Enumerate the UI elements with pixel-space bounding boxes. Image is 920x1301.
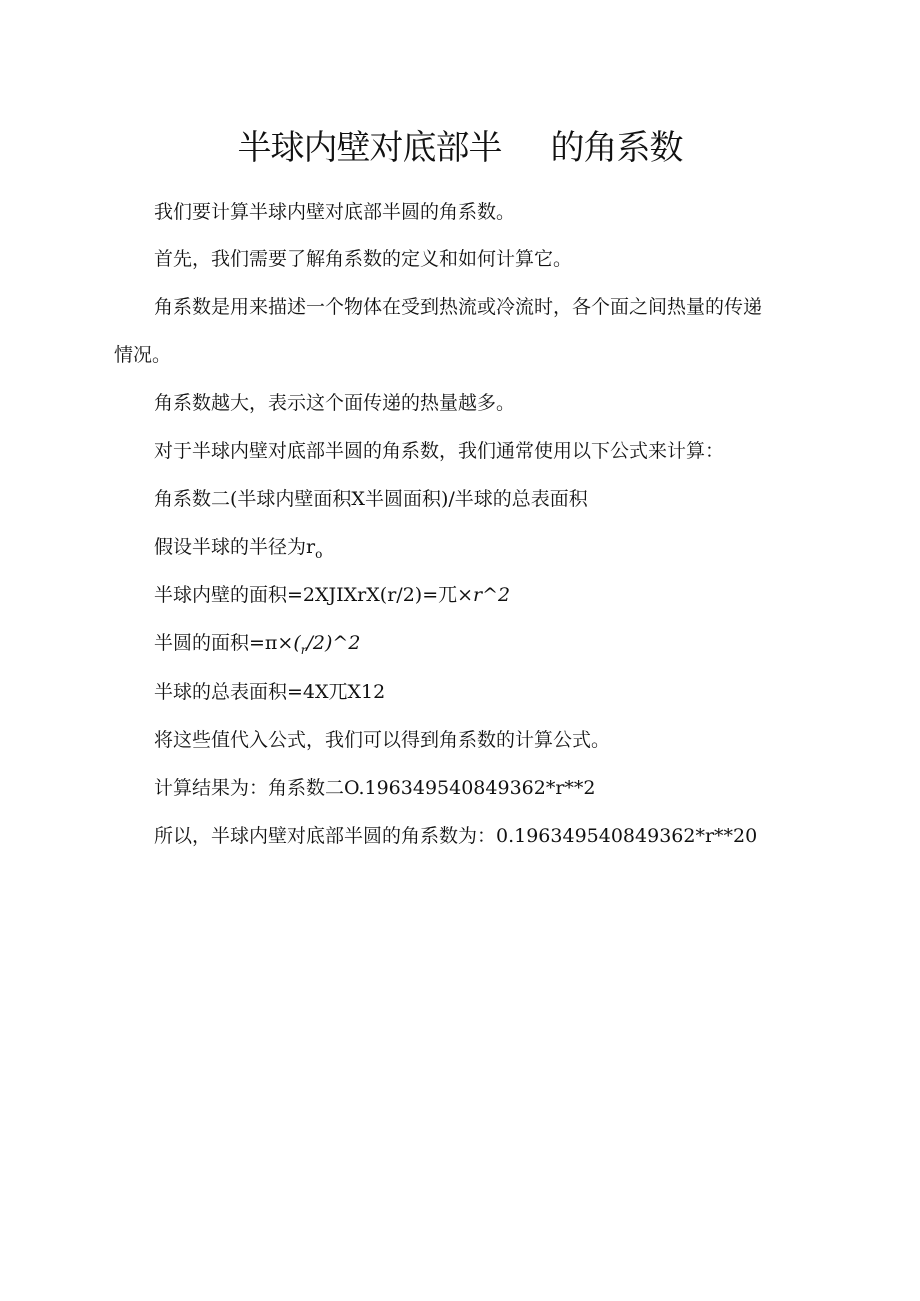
- paragraph-continuation: 情况。: [114, 344, 172, 366]
- paragraph: 我们要计算半球内壁对底部半圆的角系数。: [154, 201, 516, 223]
- formula-text: 假设半球的半径为r: [154, 536, 316, 558]
- formula-line: [154, 630, 360, 663]
- paragraph: 计算结果为：角系数二O.196349540849362*r**2: [154, 777, 596, 799]
- formula-line: 半球的总表面积=4X兀X12: [154, 681, 386, 703]
- formula-text: 半圆的面积=π×: [154, 632, 294, 654]
- paragraph: 对于半球内壁对底部半圆的角系数，我们通常使用以下公式来计算：: [154, 440, 725, 462]
- formula-italic: r^2: [473, 584, 511, 606]
- paragraph: 所以，半球内壁对底部半圆的角系数为：0.196349540849362*r**20: [154, 825, 758, 847]
- formula-italic: /2)^2: [306, 632, 361, 654]
- paragraph: 将这些值代入公式，我们可以得到角系数的计算公式。: [154, 729, 611, 751]
- formula-line: [154, 534, 322, 567]
- paragraph: 首先，我们需要了解角系数的定义和如何计算它。: [154, 248, 573, 270]
- formula-line: 角系数二(半球内壁面积X半圆面积)/半球的总表面积: [154, 488, 588, 510]
- paragraph: 角系数越大，表示这个面传递的热量越多。: [154, 392, 516, 414]
- document-title: 半球内壁对底部半 的角系数: [237, 128, 683, 168]
- formula-line: [154, 582, 510, 608]
- formula-text: 半球内壁的面积=2XJIXrX(r/2)=兀×: [154, 584, 474, 606]
- paragraph: 角系数是用来描述一个物体在受到热流或冷流时，各个面之间热量的传递: [154, 296, 763, 318]
- formula-italic: (: [293, 632, 301, 654]
- formula-subscript: r: [300, 642, 307, 657]
- formula-subscript: o: [315, 546, 323, 561]
